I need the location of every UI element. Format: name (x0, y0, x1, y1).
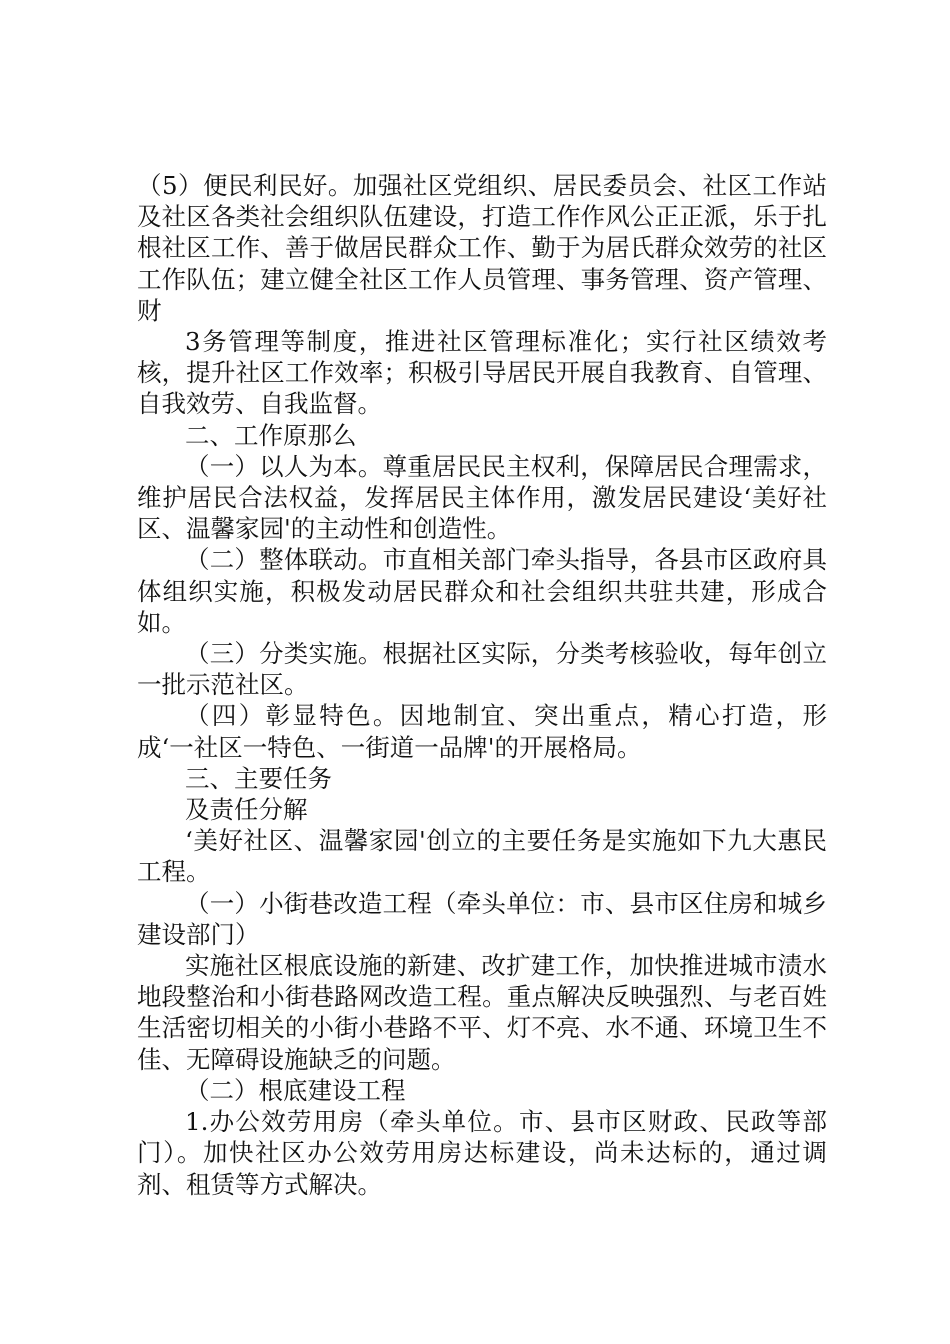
paragraph-highlight-features: （四）彰显特色。因地制宜、突出重点，精心打造，形成‘一社区一特色、一街道一品牌'的开展格局。 (137, 701, 827, 762)
paragraph-office-service-rooms: 1.办公效劳用房（牵头单位。市、县市区财政、民政等部门）。加快社区办公效劳用房达标建设，尚未达标的，通过调剂、租赁等方式解决。 (137, 1107, 827, 1199)
paragraph-classified-implementation: （三）分类实施。根据社区实际，分类考核验收，每年创立一批示范社区。 (137, 639, 827, 700)
paragraph-convenience: （5）便民利民好。加强社区党组织、居民委员会、社区工作站及社区各类社会组织队伍建设，打造工作作风公正正派，乐于扎根社区工作、善于做居民群众工作、勤于为居氏群众效劳的社区工作队伍；建立健全社区工作人员管理、事务管理、资产管理、财 (137, 171, 827, 325)
section-heading-responsibility: 及责任分解 (185, 795, 308, 825)
paragraph-nine-projects: ‘美好社区、温馨家园'创立的主要任务是实施如下九大惠民工程。 (137, 826, 827, 887)
subheading-alley-renovation: （一）小街巷改造工程（牵头单位：市、县市区住房和城乡建设部门） (137, 888, 827, 949)
paragraph-overall-linkage: （二）整体联动。市直相关部门牵头指导，各县市区政府具体组织实施，积极发动居民群众和社会组织共驻共建，形成合如。 (137, 545, 827, 637)
section-heading-main-tasks: 三、主要任务 (185, 763, 332, 793)
subheading-basic-construction: （二）根底建设工程 (185, 1075, 406, 1105)
paragraph-infrastructure: 实施社区根底设施的新建、改扩建工作，加快推进城市渍水地段整治和小街巷路网改造工程。重点解决反映强烈、与老百姓生活密切相关的小街小巷路不平、灯不亮、水不通、环境卫生不佳、无障碍设施缺乏的问题。 (137, 951, 827, 1074)
section-heading-principles: 二、工作原那么 (185, 420, 357, 450)
document-page (137, 170, 827, 1200)
paragraph-people-oriented: （一）以人为本。尊重居民民主权利，保障居民合理需求，维护居民合法权益，发挥居民主体作用，激发居民建设‘美好社区、温馨家园'的主动性和创造性。 (137, 451, 827, 544)
paragraph-management-system: 3务管理等制度，推进社区管理标准化；实行社区绩效考核，提升社区工作效率；积极引导居民开展自我教育、自管理、自我效劳、自我监督。 (137, 327, 827, 419)
